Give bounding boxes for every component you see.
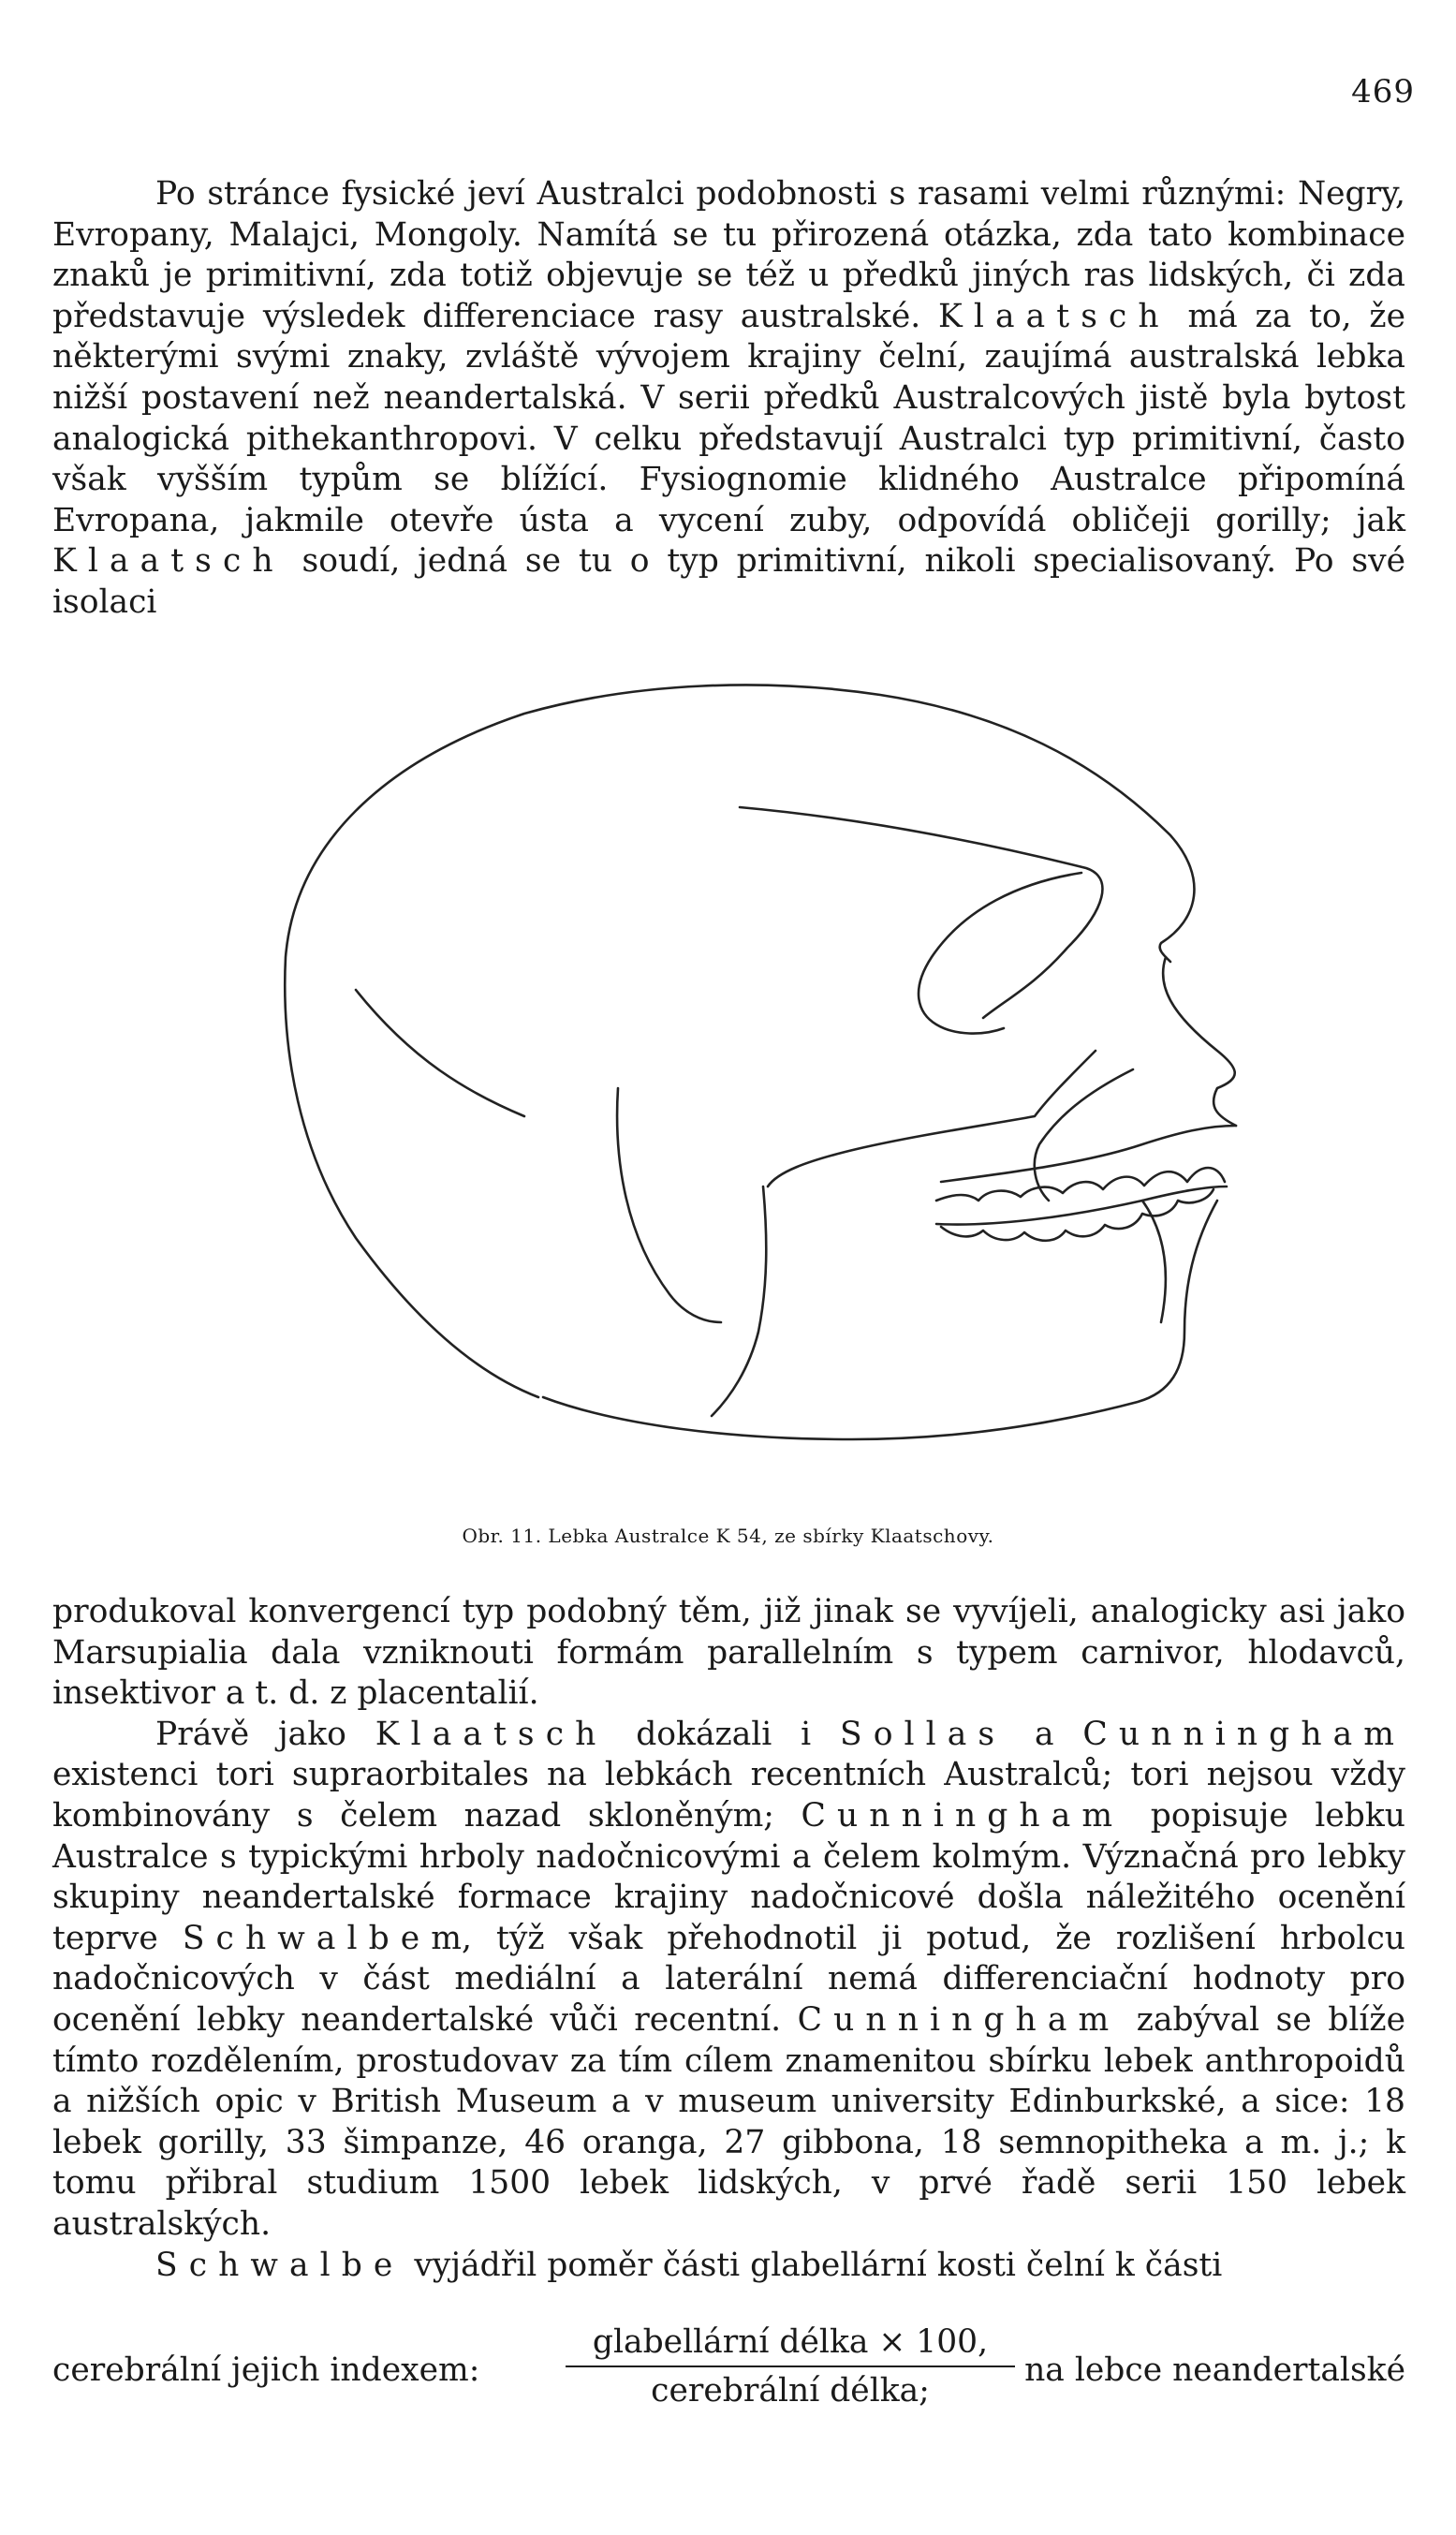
paragraph-2 [52, 1592, 1405, 2286]
text-segment: soudí, jedná se tu o typ primitivní, nikoli specialisovaný. Po své isolaci [52, 542, 1406, 621]
author-name-cunningham: Cunningham [1082, 1715, 1406, 1753]
formula-prefix: cerebrální jejich indexem: [52, 2351, 480, 2389]
formula-numerator: glabellární délka × 100, [566, 2322, 1015, 2367]
text-segment: má za to, že některými svými znaky, zvláště vývojem krajiny čelní, zaujímá australská lebka nižší postavení než neandertalská. V serii předků Australcových jistě byla bytost analogická pithekanthropovi. V celku představují Australci typ primitivní, často však vyšším typům se blížící. Fysiognomie klidného Australce připomíná Evropana, jakmile otevře ústa a vycení zuby, odpovídá obličeji gorilly; jak [52, 297, 1406, 539]
text-segment: existenci tori supraorbitales na lebkách recentních Australců; tori nejsou vždy kombinovány s čelem nazad skloněným; [52, 1756, 1405, 1835]
orbit-outline [919, 873, 1081, 1034]
text-segment: zabýval se blíže tímto rozdělením, prostudovav za tím cílem znamenitou sbírku lebek anthropoidů a nižších opic v British Museum a v museum university Edinburkské, a sice: 18 lebek gorilly, 33 šimpanze, 46 oranga, 27 gibbona, 18 semnopitheka a m. j.; k tomu přibral studium 1500 lebek lidských, v prvé řadě serii 150 lebek australských. [52, 2000, 1406, 2243]
brow-line [740, 807, 1102, 1018]
author-name-sollas: Sollas [840, 1715, 1007, 1753]
author-name-klaatsch: Klaatsch [52, 542, 285, 581]
author-name-klaatsch: Klaatsch [938, 297, 1170, 335]
author-name-schwalbe: Schwalbe [155, 2246, 404, 2284]
text-segment: m, týž však přehodnotil ji potud, že rozlišení hrbolcu nadočnicových v část mediální a laterální nemá differenciační hodnoty pro ocenění lebky neandertalské vůči recentní. [52, 1919, 1406, 2039]
formula-denominator: cerebrální délka; [651, 2371, 930, 2410]
occlusal-line [936, 1186, 1227, 1225]
mastoid-outline [617, 1088, 721, 1322]
formula-fraction [566, 2322, 1015, 2411]
author-name-klaatsch: Klaatsch [375, 1715, 608, 1753]
skull-figure [243, 676, 1292, 1500]
text-segment: Po stránce fysické jeví Australci podobnosti s rasami velmi různými: Negry, Evropany, Malajci, Mongoly. Namítá se tu přirozená otázka, zda tato kombinace znaků je primitivní, zda totiž objevuje se též u předků jiných ras lidských, či zda představuje výsledek differenciace rasy australské. [52, 175, 1405, 335]
teeth-root-line [1142, 1201, 1166, 1322]
text-segment: Právě jako [155, 1715, 346, 1753]
paragraph-1 [52, 174, 1405, 624]
text-segment: a [1035, 1715, 1054, 1753]
mandible-body [543, 1201, 1217, 1439]
formula-suffix: na lebce neandertalské [1024, 2351, 1405, 2389]
cranium-outline [285, 685, 1194, 1397]
text-segment: popisuje lebku Australce s typickými hrboly nadočnicovými a čelem kolmým. Význačná pro lebky skupiny neandertalské formace krajiny nadočnicové došla náležitého ocenění teprve [52, 1796, 1406, 1957]
author-name-cunningham: Cunningham [797, 2000, 1121, 2039]
figure-caption: Obr. 11. Lebka Australce K 54, ze sbírky Klaatschovy. [462, 1525, 994, 1547]
temporal-line [356, 990, 524, 1116]
text-segment: dokázali i [636, 1715, 812, 1753]
skull-drawing [243, 676, 1292, 1500]
formula-line [52, 2322, 1405, 2435]
author-name-schwalbe: Schwalbe [182, 1919, 432, 1957]
maxilla-line [941, 1126, 1236, 1182]
text-segment: produkoval konvergencí typ podobný těm, již jinak se vyvíjeli, analogicky asi jako Marsupialia dala vzniknouti formám parallelním s typem carnivor, hlodavců, insektivor a t. d. z placentalií. [52, 1593, 1405, 1713]
page-number: 469 [1351, 73, 1415, 111]
nasal-outline [1163, 957, 1236, 1126]
mandible-ramus [712, 1186, 766, 1416]
author-name-cunningham: Cunningham [801, 1796, 1125, 1835]
text-segment: vyjádřil poměr části glabellární kosti čelní k části [414, 2246, 1223, 2284]
upper-teeth [936, 1168, 1225, 1201]
